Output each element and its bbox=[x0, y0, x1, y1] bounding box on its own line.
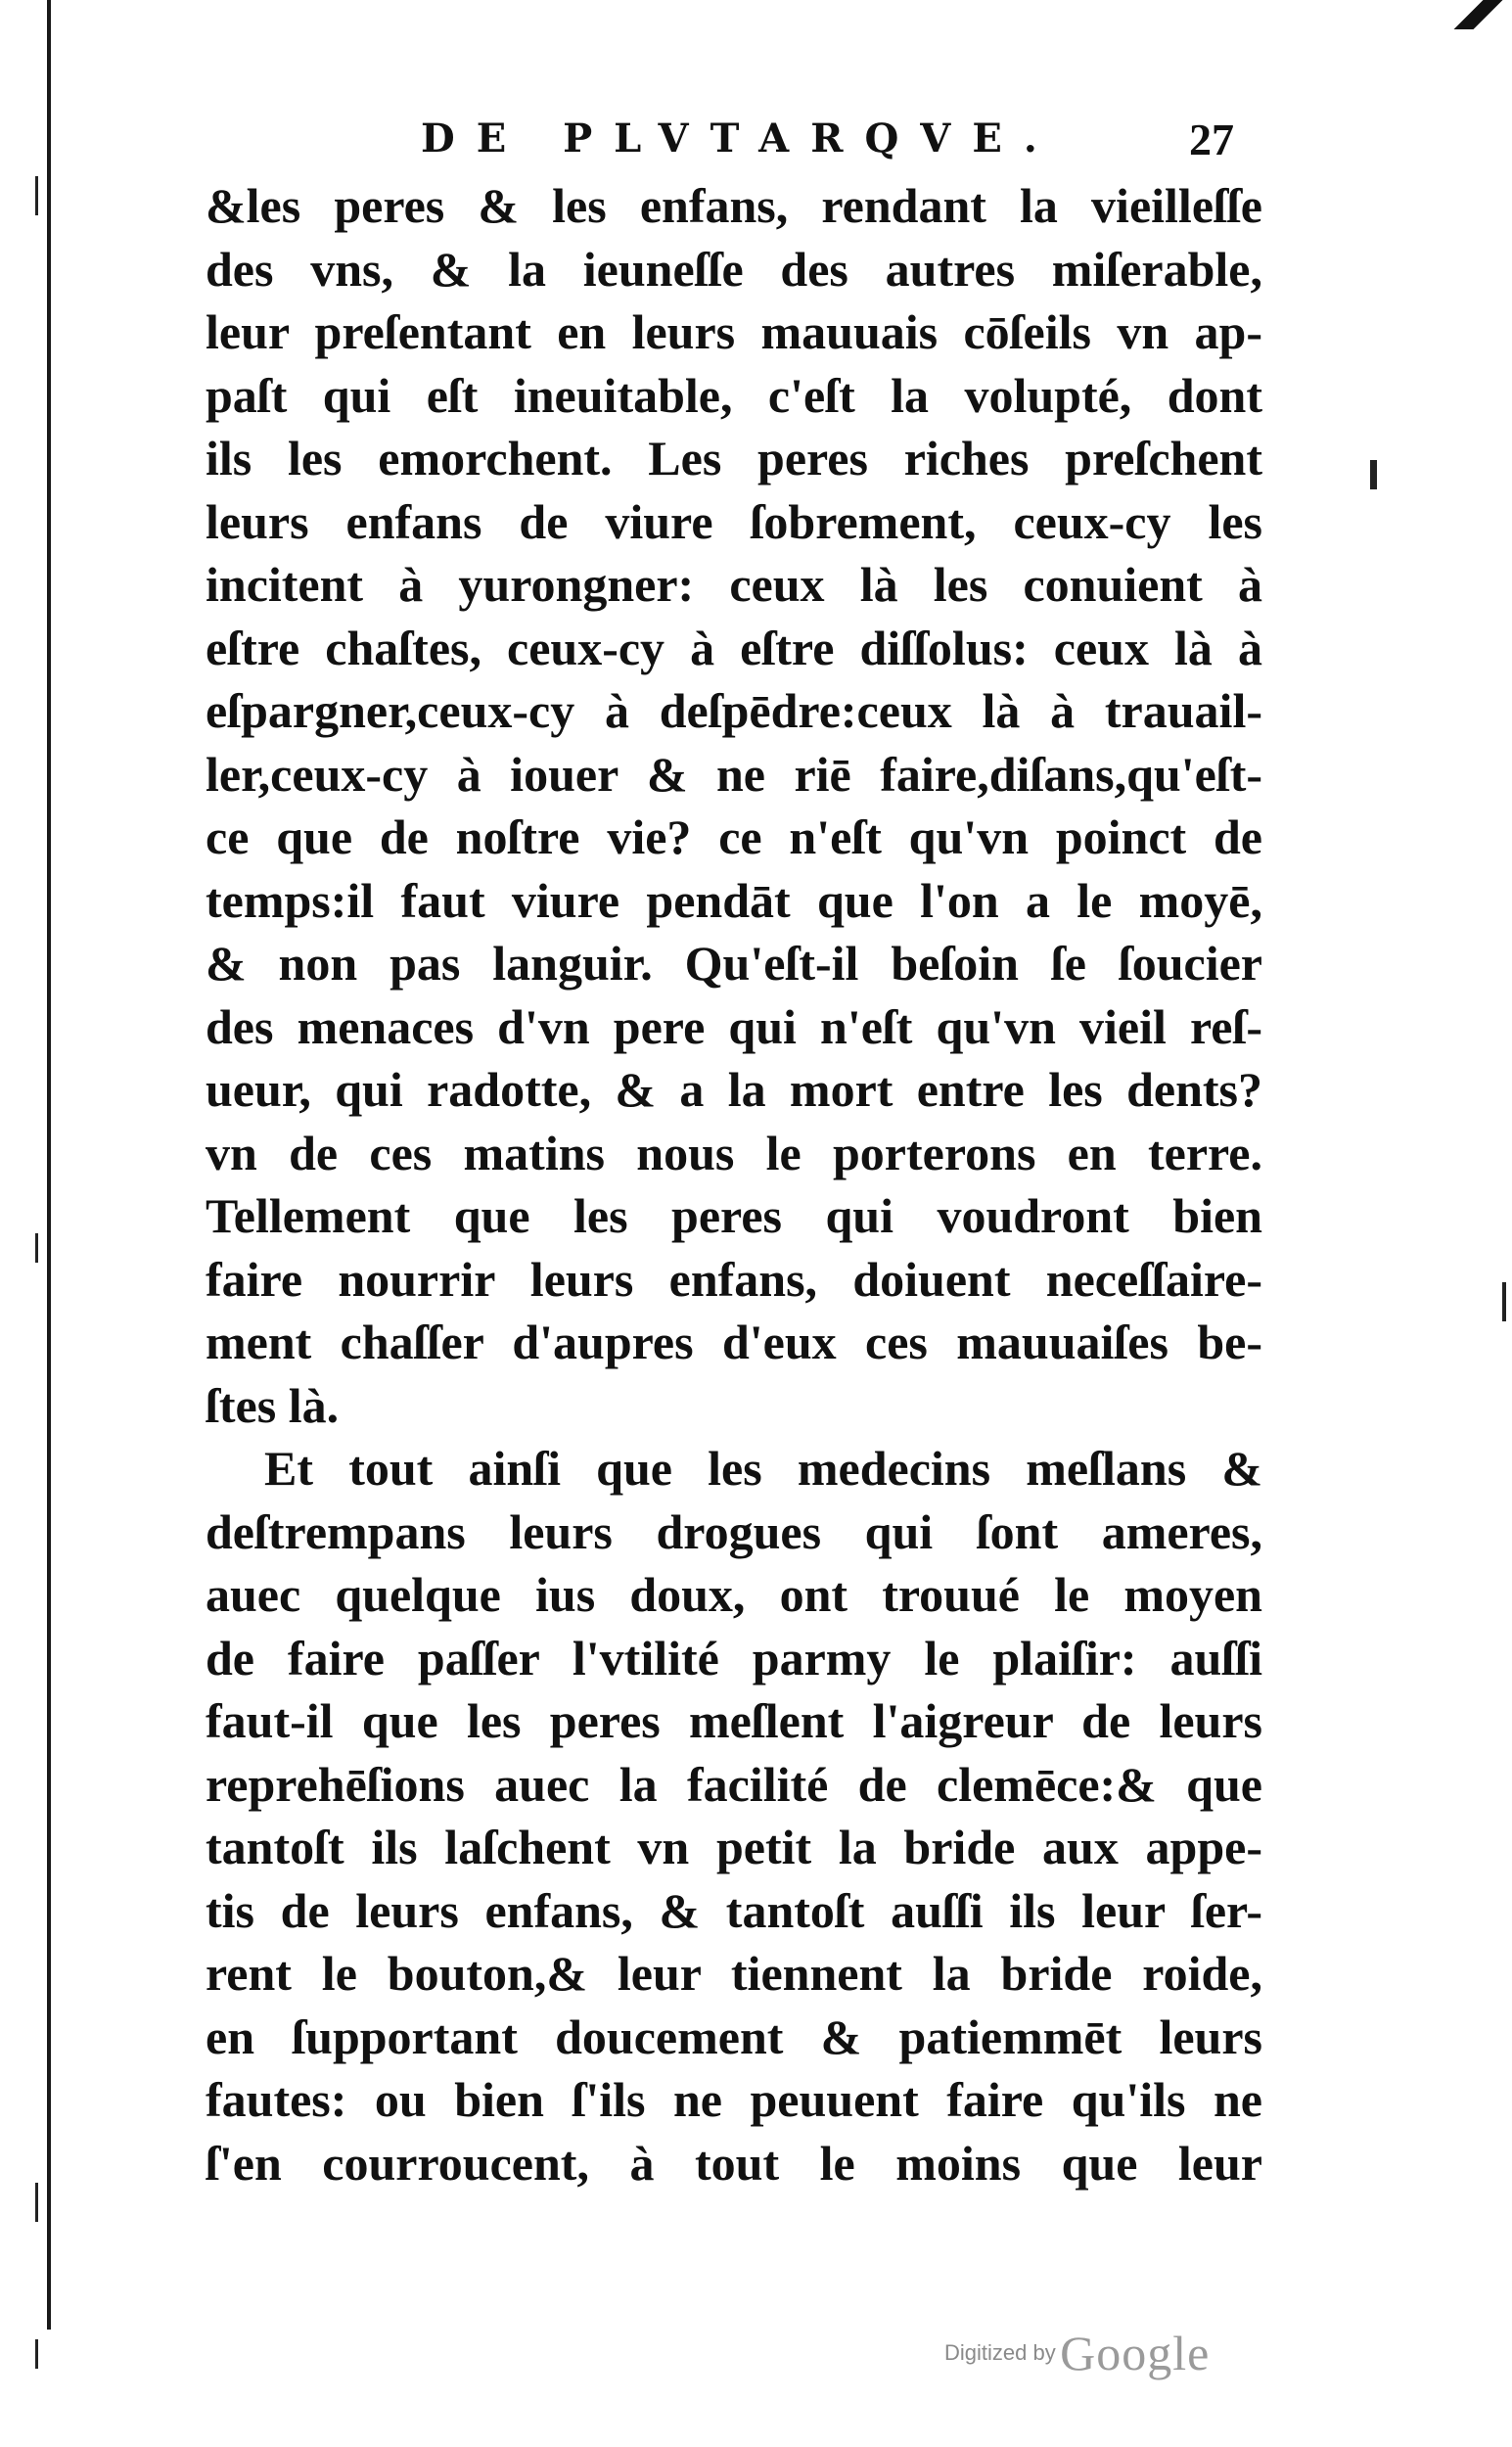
text-line: tantoſt ils laſchent vn petit la bride aux appe- bbox=[206, 1820, 1262, 1874]
text-line: ſ'en courroucent, à tout le moins que leur bbox=[206, 2135, 1262, 2191]
margin-mark bbox=[1502, 1282, 1506, 1321]
text-line: reprehēſions auec la facilité de clemēce:& que bbox=[206, 1756, 1262, 1812]
scan-corner-artifact bbox=[1443, 0, 1512, 29]
text-line: ueur, qui radotte, & a la mort entre les dents? bbox=[206, 1062, 1262, 1117]
text-line: des vns, & la ieuneſſe des autres miſerable, bbox=[206, 241, 1262, 297]
text-line: leur preſentant en leurs mauuais cōſeils vn ap- bbox=[206, 304, 1262, 359]
text-line: paſt qui eſt ineuitable, c'eſt la volupté, dont bbox=[206, 367, 1262, 423]
text-line: & non pas languir. Qu'eſt-il beſoin ſe ſoucier bbox=[206, 936, 1262, 991]
text-line: eſpargner,ceux-cy à deſpēdre:ceux là à trauail- bbox=[206, 683, 1262, 738]
text-line: ce que de noſtre vie? ce n'eſt qu'vn poinct de bbox=[206, 809, 1262, 864]
digitized-by-label: Digitized by bbox=[944, 2340, 1056, 2365]
text-line: faut-il que les peres meſlent l'aigreur de leurs bbox=[206, 1693, 1262, 1748]
text-line: fautes: ou bien ſ'ils ne peuuent faire qu'ils ne bbox=[206, 2072, 1262, 2127]
margin-mark bbox=[1370, 460, 1377, 489]
text-line: Tellement que les peres qui voudront bien bbox=[206, 1188, 1262, 1243]
paragraph-start-line: Et tout ainſi que les medecins meſlans & bbox=[264, 1441, 1262, 1496]
gutter-mark bbox=[35, 2339, 38, 2369]
text-line: &les peres & les enfans, rendant la vieilleſſe bbox=[206, 178, 1262, 233]
binding-edge-line bbox=[47, 0, 51, 2330]
text-line: tis de leurs enfans, & tantoſt auſſi ils leur ſer- bbox=[206, 1882, 1262, 1938]
text-line: faire nourrir leurs enfans, doiuent neceſſaire- bbox=[206, 1251, 1262, 1307]
google-logo-text: Google bbox=[1060, 2326, 1211, 2380]
text-line: eſtre chaſtes, ceux-cy à eſtre diſſolus: ceux là à bbox=[206, 620, 1262, 675]
text-line: vn de ces matins nous le porterons en terre. bbox=[206, 1125, 1262, 1180]
text-line: auec quelque ius doux, ont trouué le moyen bbox=[206, 1567, 1262, 1622]
text-line: deſtrempans leurs drogues qui ſont ameres, bbox=[206, 1503, 1262, 1559]
body-text bbox=[206, 174, 1262, 2194]
digitized-watermark bbox=[944, 2325, 1210, 2381]
page-number: 27 bbox=[1189, 115, 1234, 164]
gutter-mark bbox=[35, 176, 38, 215]
text-line: incitent à yurongner: ceux là les conuient à bbox=[206, 557, 1262, 612]
text-line: temps:il faut viure pendāt que l'on a le moyē, bbox=[206, 872, 1262, 928]
gutter-mark bbox=[35, 1233, 38, 1263]
text-line: ler,ceux-cy à iouer & ne riē faire,diſans,qu'eſt- bbox=[206, 746, 1262, 802]
text-line: ſtes là. bbox=[206, 1377, 340, 1433]
running-head: DE PLVTARQVE. bbox=[421, 115, 1059, 162]
text-line: ment chaſſer d'aupres d'eux ces mauuaiſes be- bbox=[206, 1315, 1262, 1369]
text-line: leurs enfans de viure ſobrement, ceux-cy les bbox=[206, 493, 1262, 549]
text-line: en ſupportant doucement & patiemmēt leurs bbox=[206, 2008, 1262, 2064]
text-line: ils les emorchent. Les peres riches preſchent bbox=[206, 431, 1262, 485]
text-line: des menaces d'vn pere qui n'eſt qu'vn vieil reſ- bbox=[206, 998, 1262, 1054]
gutter-mark bbox=[35, 2183, 38, 2222]
text-line: de faire paſſer l'vtilité parmy le plaiſir: auſſi bbox=[206, 1630, 1262, 1685]
text-line: rent le bouton,& leur tiennent la bride roide, bbox=[206, 1946, 1262, 2001]
